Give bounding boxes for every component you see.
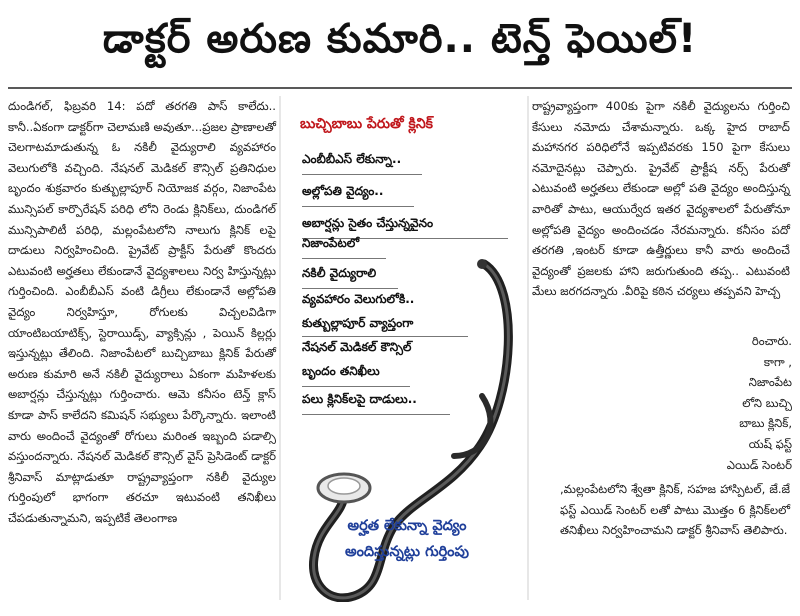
left-column-text: దుండిగల్, ఫిబ్రవరి 14: పదో తరగతి పాస్ కాలేదు.. కానీ..ఏకంగా డాక్టర్‌గా చెలామణి అవుతూ...ప్రజల ప్రాణాలతో చెలగాటమాడుతున్న ఓ నకిలీ వైద్యురాలి వ్యవహారం వెలుగులోకి వచ్చింది. నేషనల్ మెడికల్ కౌన్సిల్ ప్రతినిధుల బృందం శుక్రవారం కుత్బుల్లాపూర్ నియోజక వర్గం, నిజాంపేట మున్సిపల్ కార్పొరేషన్ పరిధి లోని రెండు క్లినిక్‌లు, దుండిగల్ మున్సిపాలిటీ పరిధి, మల్లంపేటలోని నాలుగు క్లినిక్ లపై దాడులు నిర్వహించింది. ప్రైవేట్ ప్రాక్టీస్ పేరుతో కొందరు ఎటువంటి అర్హతలు లేకుండానే వైద్యశాలలు నిర్వ హిస్తున్నట్లు గుర్తించింది. ఎంబీబీఎస్ వంటి డిగ్రీలు లేకుండానే అల్లోపతి వైద్యం నిర్వహిస్తూ, రోగులకు విచ్చలవిడిగా యాంటిబయాటిక్స్, స్టెరాయిడ్స్, వ్యాక్సిన్లు , పెయిన్ కిల్లర్లు ఇస్తున్నట్లు తేలింది. నిజాంపేటలో బుచ్చిబాబు క్లినిక్ పేరుతో అరుణ కుమారి అనే నకిలీ వైద్యురాలు ఏకంగా మహిళలకు అబార్షన్లు చేస్తున్నట్లు గుర్తించారు. ఆమె కనీసం టెన్త్ క్లాస్ కూడా పాస్ కాలేదని కమిషన్ సభ్యులు పేర్కొన్నారు. ఇలాంటి వారు అందించే వైద్యంతో రోగులు మరింత ఇబ్బంది పడాల్సి వస్తుందన్నారు. నేషనల్ మెడికల్ కౌన్సిల్ వైస్ ప్రెసిడెంట్ డాక్టర్ శ్రీనివాస్ మాట్లాడుతూ రాష్ట్రవ్యాప్తంగా నకిలీ వైద్యుల గుర్తింపులో భాగంగా తరచూ ఇటువంటి తనిఖీలు చేపడుతున్నామని, ఇప్పటికే తెలంగాణ	[8, 99, 276, 525]
graphic-line: ఎంబీబీఎస్ లేకున్నా..	[302, 152, 402, 166]
graphic-line: అబార్షన్లు సైతం చేస్తున్నవైనం	[302, 216, 434, 230]
right-narrow-line: నిజాంపేట	[748, 375, 792, 390]
graphic-line: నేషనల్ మెడికల్ కౌన్సిల్	[302, 340, 412, 354]
graphic-line: అల్లోపతి వైద్యం..	[302, 184, 384, 198]
graphic-line: నకిలీ వైద్యురాలి	[302, 266, 377, 280]
right-column-top-text: రాష్ట్రవ్యాప్తంగా 400కు పైగా నకిలీ వైద్యులను గుర్తించి కేసులు నమోదు చేశామన్నారు. ఒక్క హైద రాబాద్ మహానగర పరిధిలోనే ఇప్పటివరకు 150 పైగా కేసులు నమోదైనట్లు చెప్పారు. ప్రైవేట్ ప్రాక్టీష నర్స్ పేరుతో ఎటువంటి అర్హతలు లేకుండా అల్లో పతి వైద్యం అందిస్తున్న వారితో పాటు, ఆయుర్వేద ఇతర వైద్యశాలలో పేరుతోనూ అల్లోపతి వైద్యం అందించడం నేరమన్నారు. కనీసం పదో తరగతి ,ఇంటర్ కూడా ఉత్తీర్ణులు కానీ వారు అందించే వైద్యంతో ప్రజలకు హాని జరుగుతుంది తప్ప.. ఎటువంటి మేలు జరగదన్నారు .వీరిపై కఠిన చర్యలు తప్పవని హెచ్చ	[532, 99, 790, 299]
graphic-rule	[302, 336, 468, 337]
graphic-footer-line: అందిస్తున్నట్లు గుర్తింపు	[344, 544, 470, 560]
graphic-rule	[302, 288, 398, 289]
headline: డాక్టర్ అరుణ కుమారి.. టెన్త్ ఫెయిల్!	[102, 16, 698, 62]
right-narrow-line: రించారు.	[751, 334, 792, 348]
right-narrow-line: లోని బుచ్చి	[742, 395, 792, 410]
graphic-rule	[302, 258, 386, 259]
right-column-bottom	[560, 479, 790, 541]
center-graphic	[284, 96, 524, 602]
graphic-line: నిజాంపేటలో	[302, 236, 360, 250]
right-narrow-line: కాగా ,	[763, 354, 792, 369]
right-column-bottom-text: ,మల్లంపేటలోని శ్వేతా క్లినిక్, సహజ హాస్పిటల్, జే.జే ఫస్ట్ ఎయిడ్ సెంటర్ లతో పాటు మొత్తం 6 క్లినిక్‌లలో తనిఖీలు నిర్వహించామని డాక్టర్ శ్రీనివాస్ తెలిపారు.	[560, 482, 790, 538]
right-narrow-line: యష్ ఫస్ట్	[748, 436, 792, 451]
graphic-line: కుత్బుల్లాపూర్ వ్యాప్తంగా	[302, 316, 414, 330]
graphic-rule	[302, 414, 450, 415]
graphic-banner: బుచ్చిబాబు పేరుతో క్లినిక్	[300, 116, 433, 132]
right-narrow-column	[680, 331, 792, 475]
graphic-footer-line: అర్హత లేకున్నా వైద్యం	[347, 518, 467, 534]
graphic-rule	[302, 206, 414, 207]
graphic-rule	[302, 386, 410, 387]
graphic-line: బృందం తనిఖీలు	[302, 364, 380, 378]
article-right-column	[532, 96, 790, 302]
graphic-line: వ్యవహారం వెలుగులోకి..	[302, 292, 415, 306]
graphic-rule	[302, 174, 422, 175]
graphic-line: పలు క్లినిక్‌లపై దాడులు..	[302, 392, 417, 406]
article-left-column	[8, 96, 276, 528]
right-narrow-line: బాబు క్లినిక్,	[739, 416, 792, 431]
right-narrow-line: ఎయిడ్ సెంటర్	[726, 457, 792, 472]
